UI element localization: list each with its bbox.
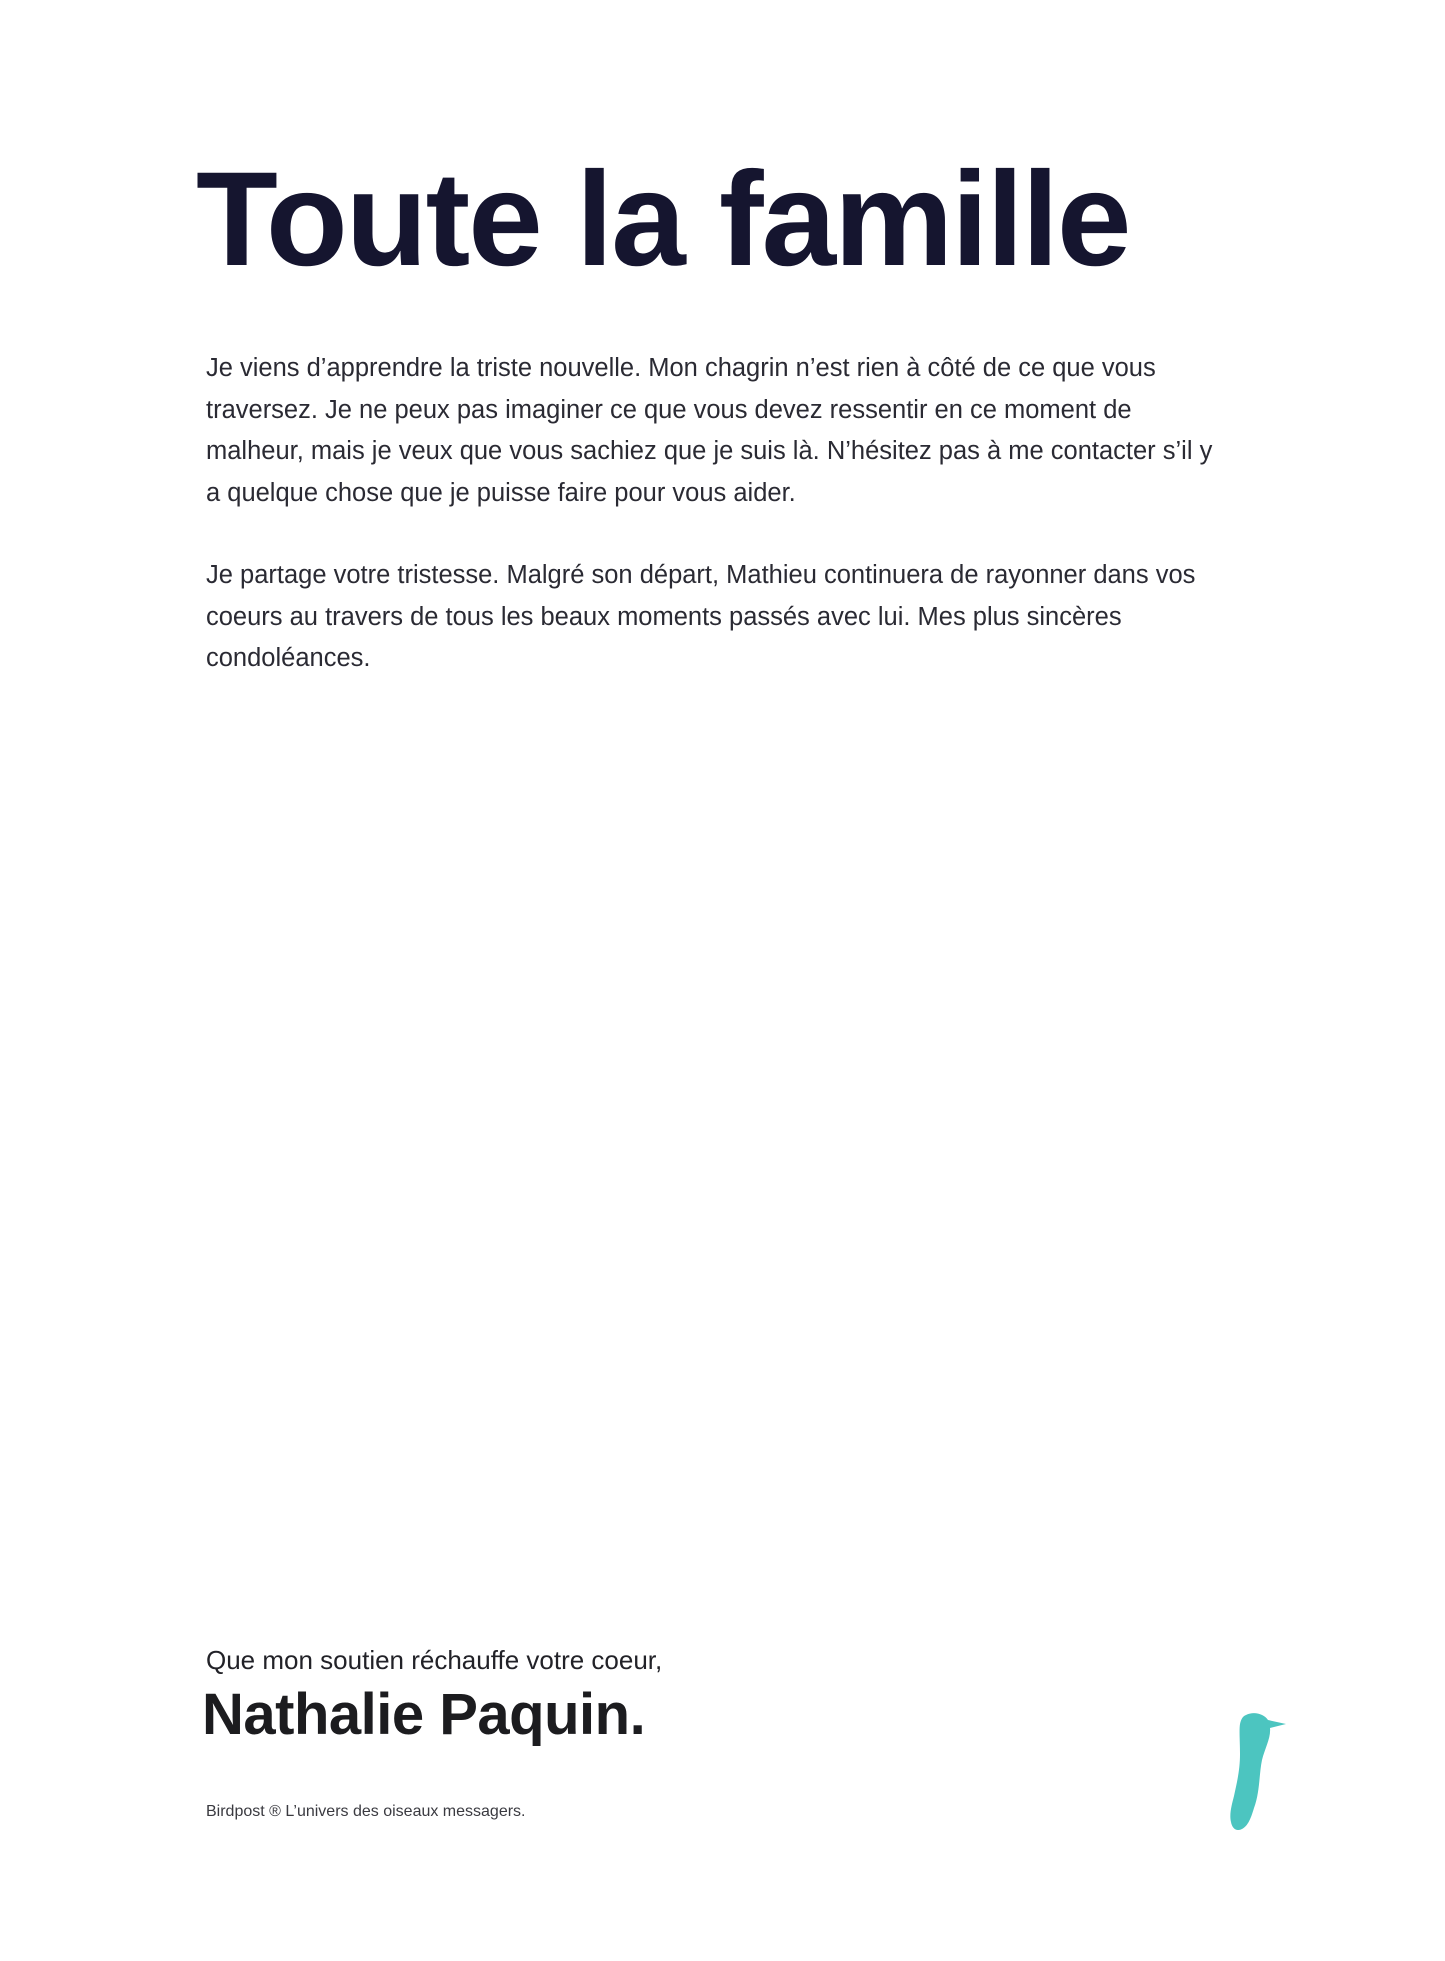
sender-signature: Nathalie Paquin.: [202, 1682, 646, 1747]
message-paragraph-2: Je partage votre tristesse. Malgré son départ, Mathieu continuera de rayonner dans vos coeurs au travers de tous les beaux moments passés avec lui. Mes plus sincères condoléances.: [206, 561, 1196, 672]
closing-line: Que mon soutien réchauffe votre coeur,: [206, 1645, 663, 1675]
bird-silhouette-icon: [1220, 1712, 1288, 1830]
message-body: [206, 348, 1216, 721]
message-paragraph-1: Je viens d’apprendre la triste nouvelle. Mon chagrin n’est rien à côté de ce que vous traversez. Je ne peux pas imaginer ce que vous devez ressentir en ce moment de malheur, mais je veux que vous sachiez que je suis là. N’hésitez pas à me contacter s’il y a quelque chose que je puisse faire pour vous aider.: [206, 354, 1213, 507]
card-title: Toute la famille: [196, 145, 1130, 294]
brand-footer: Birdpost ® L’univers des oiseaux messagers.: [206, 1803, 526, 1820]
